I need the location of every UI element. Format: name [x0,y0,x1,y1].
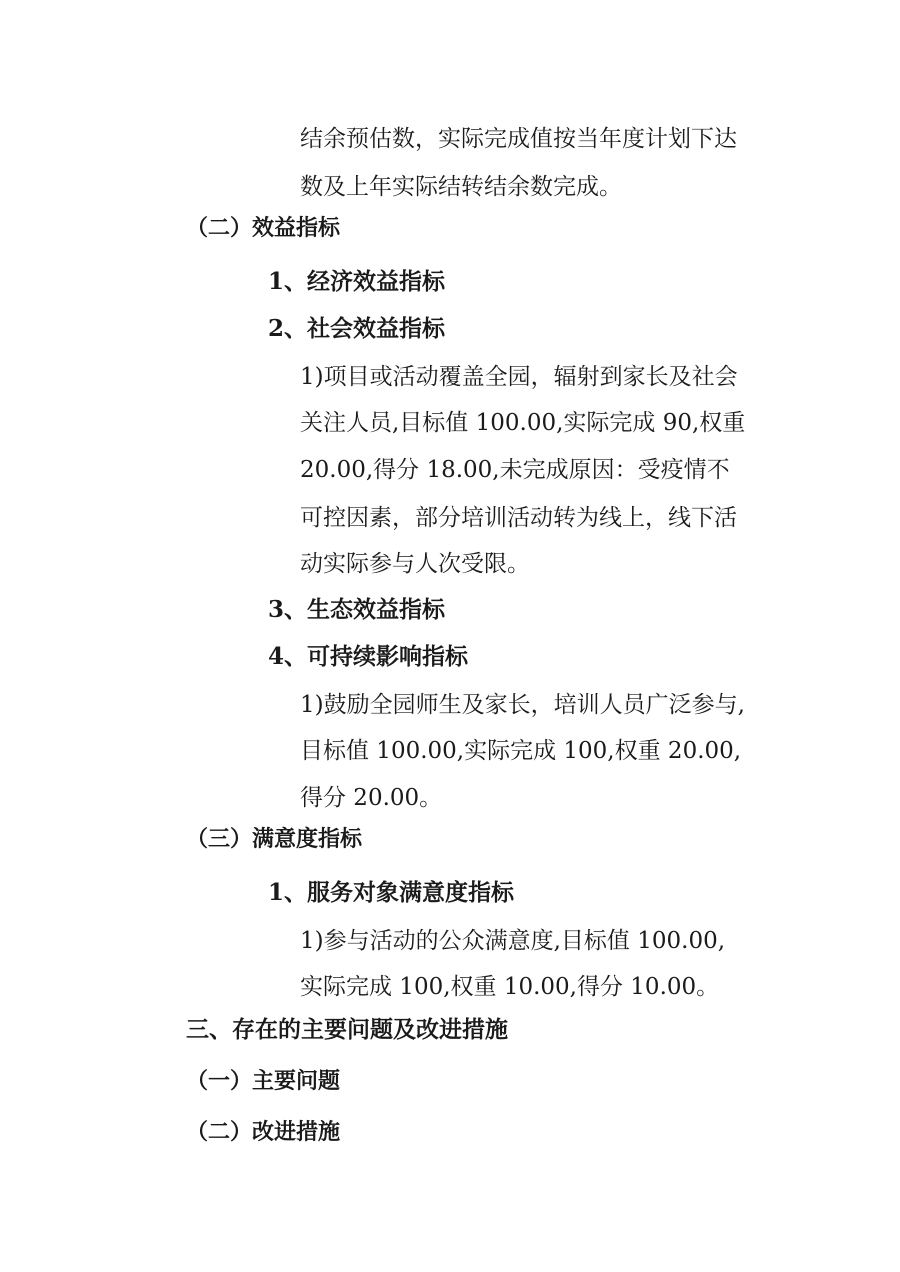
chapter-heading-problems: 三、存在的主要问题及改进措施 [186,1016,508,1043]
body-text-line: 关注人员,目标值 100.00,实际完成 90,权重 [300,410,746,436]
body-text-line: 实际完成 100,权重 10.00,得分 10.00。 [300,974,720,1000]
body-text-line: 1)参与活动的公众满意度,目标值 100.00, [300,928,726,954]
body-text-line: 1)鼓励全园师生及家长，培训人员广泛参与, [300,692,745,718]
subheading-service-satisfaction: 1、服务对象满意度指标 [268,879,515,906]
body-text-line: 数及上年实际结转结余数完成。 [300,174,622,200]
section-heading-main-problems: （一）主要问题 [186,1068,341,1094]
subheading-sustainable: 4、可持续影响指标 [268,643,469,670]
section-heading-benefit: （二）效益指标 [186,215,341,241]
body-text-line: 1)项目或活动覆盖全园，辐射到家长及社会 [300,364,738,390]
subheading-economic: 1、经济效益指标 [268,268,446,295]
subheading-social: 2、社会效益指标 [268,315,446,342]
body-text-line: 得分 20.00。 [300,785,443,811]
body-text-line: 可控因素，部分培训活动转为线上，线下活 [300,505,737,531]
subheading-ecological: 3、生态效益指标 [268,596,446,623]
section-heading-satisfaction: （三）满意度指标 [186,826,363,852]
section-heading-measures: （二）改进措施 [186,1119,341,1145]
body-text-line: 目标值 100.00,实际完成 100,权重 20.00, [300,738,742,764]
body-text-line: 20.00,得分 18.00,未完成原因：受疫情不 [300,457,730,483]
body-text-line: 动实际参与人次受限。 [300,551,530,577]
body-text-line: 结余预估数，实际完成值按当年度计划下达 [300,126,737,152]
